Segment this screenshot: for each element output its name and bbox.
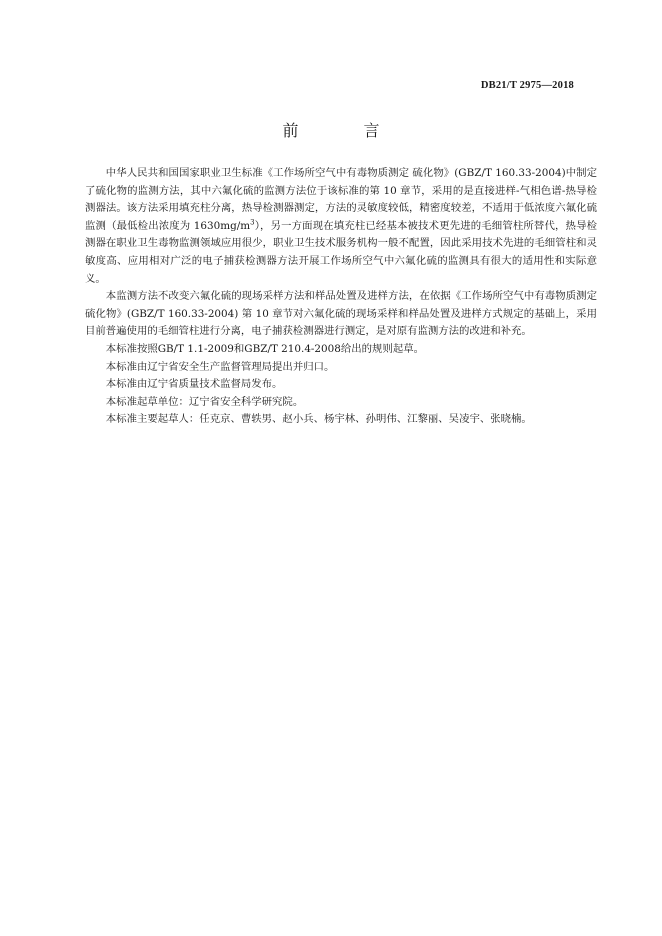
section-title: 前 言 [282,121,410,140]
paragraph-proposer: 本标准由辽宁省安全生产监督管理局提出并归口。 [105,360,335,373]
paragraph-publisher: 本标准由辽宁省质量技术监督局发布。 [105,378,283,391]
paragraph-text: ），另一方面现在填充柱已经基本被技术更先进的毛细管柱所替代，热导检测器在职业卫生毒物监测领域应用很少，职业卫生技术服务机构一般不配置，因此采用技术先进的毛细管柱和灵敏度高、应用相对广泛的电子捕获检测器方法开展工作场所空气中六氟化硫的监测具有很大的适用性和实际意义。 [85,219,597,285]
superscript: 3 [250,218,255,227]
document-number: DB21/T 2975—2018 [480,80,574,91]
foreword-body [85,165,597,429]
paragraph-drafting-rules: 本标准按照GB/T 1.1-2009和GBZ/T 210.4-2008给出的规则起草。 [105,342,425,355]
paragraph-text: 中华人民共和国国家职业卫生标准《工作场所空气中有毒物质测定 硫化物》(GBZ/T 160.33-2004)中制定了硫化物的监测方法，其中六氟化硫的监测方法位于该标准的第 10 章节，采用的是直接进样-气相色谱-热导检测器法。该方法采用填充柱分离，热导检测器测定，方法的灵敏度较低，精密度较差，不适用于低浓度六氟化硫监测（最低检出浓度为 1630mg/m [85,167,597,232]
paragraph-method-scope: 本监测方法不改变六氟化硫的现场采样方法和样品处置及进样方法，在依据《工作场所空气中有毒物质测定 硫化物》(GBZ/T 160.33-2004) 第 10 章节对六氟化硫的现场采样和样品处置及进样方式规定的基础上，采用目前普遍使用的毛细管柱进行分离，电子捕获检测器进行测定，是对原有监测方法的改进和补充。 [85,290,597,338]
paragraph-drafters: 本标准主要起草人：任克京、曹轶男、赵小兵、杨宇林、孙明伟、江黎丽、吴凌宇、张晓楠。 [105,413,532,426]
paragraph-drafting-unit: 本标准起草单位：辽宁省安全科学研究院。 [105,395,304,408]
paragraph-background [85,165,597,288]
